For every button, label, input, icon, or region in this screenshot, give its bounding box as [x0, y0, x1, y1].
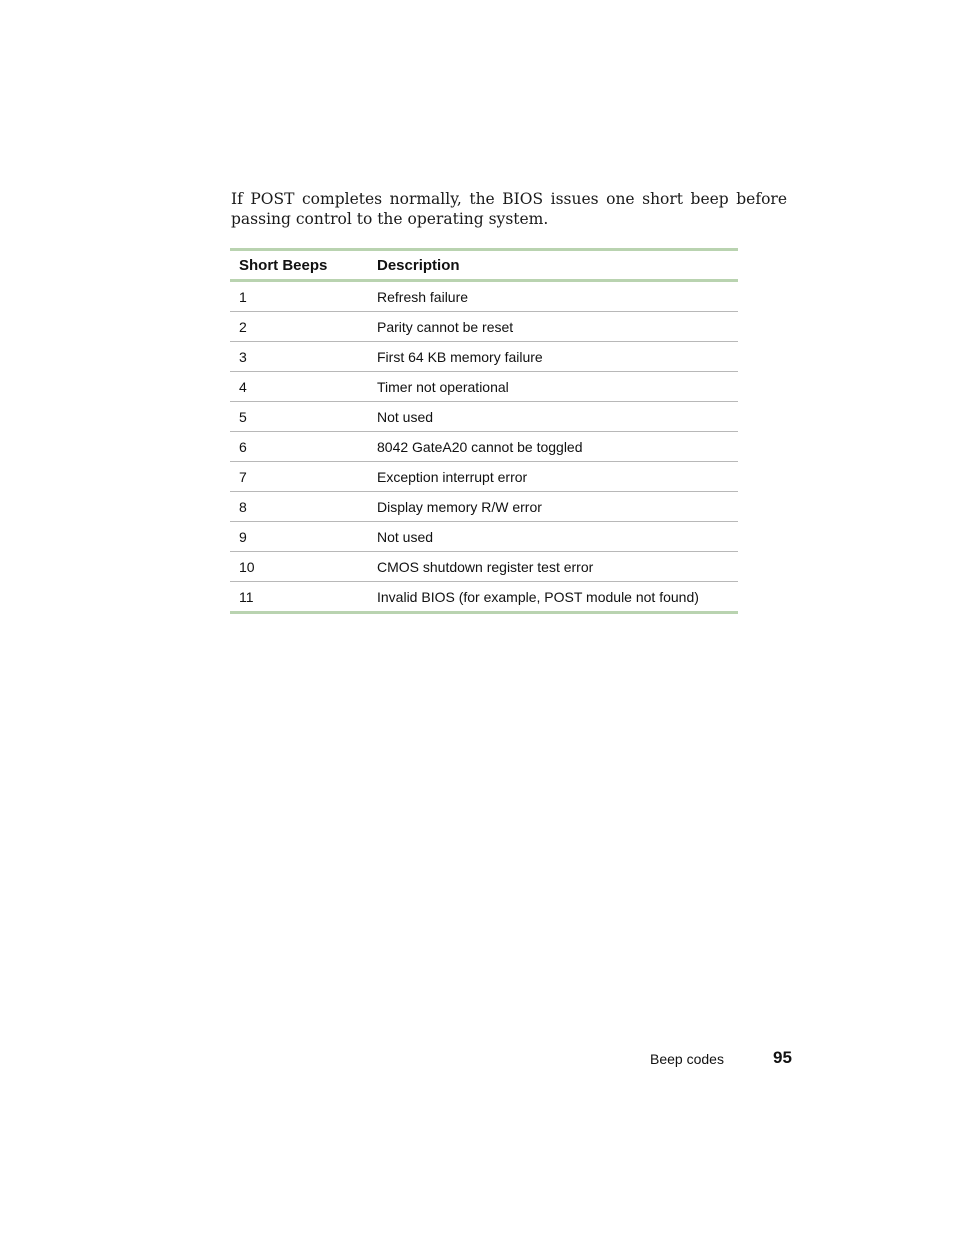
beep-count: 10 — [230, 552, 368, 582]
table-row — [230, 342, 738, 372]
beep-description: First 64 KB memory failure — [368, 342, 738, 372]
table-row — [230, 402, 738, 432]
beep-count: 5 — [230, 402, 368, 432]
table-row — [230, 522, 738, 552]
header-description: Description — [368, 250, 738, 281]
table-row — [230, 432, 738, 462]
beep-count: 6 — [230, 432, 368, 462]
beep-description: Exception interrupt error — [368, 462, 738, 492]
table-header-row — [230, 250, 738, 281]
table-row — [230, 372, 738, 402]
beep-count: 9 — [230, 522, 368, 552]
beep-description: Timer not operational — [368, 372, 738, 402]
beep-count: 1 — [230, 281, 368, 312]
header-short-beeps: Short Beeps — [230, 250, 368, 281]
beep-description: Refresh failure — [368, 281, 738, 312]
beep-description: Parity cannot be reset — [368, 312, 738, 342]
page-number: 95 — [773, 1048, 792, 1067]
beep-description: 8042 GateA20 cannot be toggled — [368, 432, 738, 462]
footer-section-label: Beep codes — [650, 1051, 724, 1067]
beep-description: Display memory R/W error — [368, 492, 738, 522]
table-row — [230, 582, 738, 613]
beep-count: 8 — [230, 492, 368, 522]
beep-count: 3 — [230, 342, 368, 372]
table-row — [230, 312, 738, 342]
beep-description: Not used — [368, 402, 738, 432]
beep-description: Invalid BIOS (for example, POST module not found) — [377, 588, 699, 605]
table-row — [230, 552, 738, 582]
beep-count: 2 — [230, 312, 368, 342]
table-row — [230, 281, 738, 312]
table-row — [230, 462, 738, 492]
intro-paragraph: If POST completes normally, the BIOS issues one short beep before passing control to the operating system. — [231, 190, 787, 228]
beep-count: 4 — [230, 372, 368, 402]
beep-description: CMOS shutdown register test error — [368, 552, 738, 582]
beep-codes-table — [230, 248, 738, 614]
beep-count: 7 — [230, 462, 368, 492]
table-row — [230, 492, 738, 522]
beep-description: Not used — [368, 522, 738, 552]
beep-count: 11 — [239, 588, 254, 605]
